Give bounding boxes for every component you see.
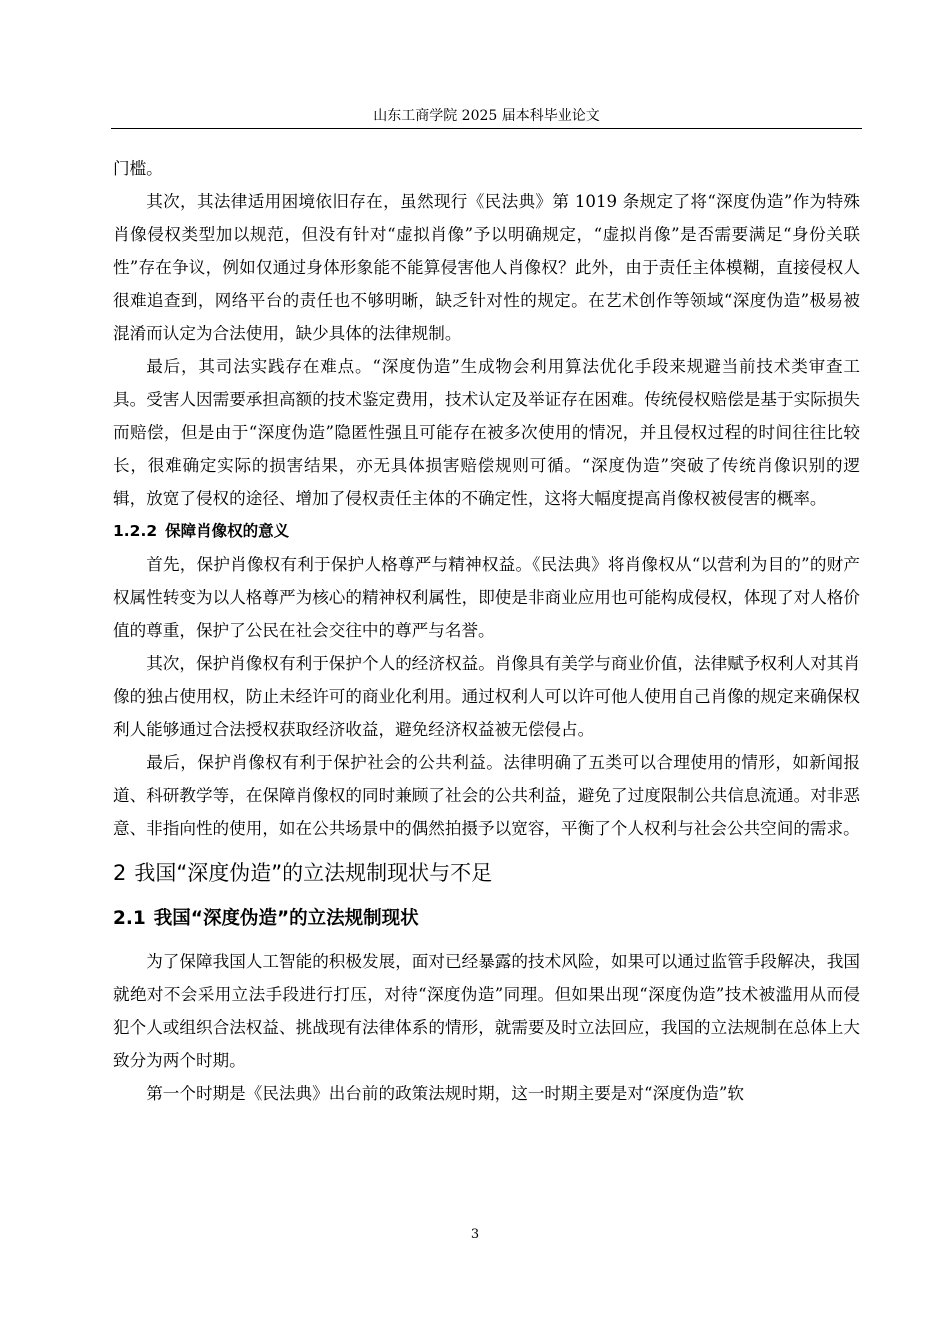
paragraph-first-period: 第一个时期是《民法典》出台前的政策法规时期，这一时期主要是对“深度伪造”软	[146, 1084, 744, 1103]
body-text	[113, 152, 860, 1110]
header-rule	[111, 128, 862, 129]
section-title: 我国“深度伪造”的立法规制现状	[153, 908, 419, 929]
paragraph-public-interest: 最后，保护肖像权有利于保护社会的公共利益。法律明确了五类可以合理使用的情形，如新闻报道、科研教学等，在保障肖像权的同时兼顾了社会的公共利益，避免了过度限制公共信息流通。对非恶意、非指向性的使用，如在公共场景中的偶然拍摄予以宽容，平衡了个人权利与社会公共空间的需求。	[113, 753, 860, 838]
section-number: 2.1	[113, 908, 146, 929]
paragraph-legal-dilemma: 其次，其法律适用困境依旧存在，虽然现行《民法典》第 1019 条规定了将“深度伪造”作为特殊肖像侵权类型加以规范，但没有针对“虚拟肖像”予以明确规定，“虚拟肖像”是否需要满足“身份关联性”存在争议，例如仅通过身体形象能不能算侵害他人肖像权？此外，由于责任主体模糊，直接侵权人很难追查到，网络平台的责任也不够明晰，缺乏针对性的规定。在艺术创作等领域“深度伪造”极易被混淆而认定为合法使用，缺少具体的法律规制。	[113, 192, 860, 343]
section-number: 1.2.2	[113, 522, 158, 540]
running-header: 山东工商学院 2025 届本科毕业论文	[373, 108, 600, 124]
paragraph-dignity: 首先，保护肖像权有利于保护人格尊严与精神权益。《民法典》将肖像权从“以营利为目的”的财产权属性转变为以人格尊严为核心的精神权利属性，即使是非商业应用也可能构成侵权，体现了对人格价值的尊重，保护了公民在社会交往中的尊严与名誉。	[113, 555, 860, 640]
paragraph-legislative-overview: 为了保障我国人工智能的积极发展，面对已经暴露的技术风险，如果可以通过监管手段解决，我国就绝对不会采用立法手段进行打压，对待“深度伪造”同理。但如果出现“深度伪造”技术被滥用从而侵犯个人或组织合法权益、挑战现有法律体系的情形，就需要及时立法回应，我国的立法规制在总体上大致分为两个时期。	[113, 952, 860, 1070]
paragraph-judicial-practice: 最后，其司法实践存在难点。“深度伪造”生成物会利用算法优化手段来规避当前技术类审查工具。受害人因需要承担高额的技术鉴定费用，技术认定及举证存在困难。传统侵权赔偿是基于实际损失而赔偿，但是由于“深度伪造”隐匿性强且可能存在被多次使用的情况，并且侵权过程的时间往往比较长，很难确定实际的损害结果，亦无具体损害赔偿规则可循。“深度伪造”突破了传统肖像识别的逻辑，放宽了侵权的途径、增加了侵权责任主体的不确定性，这将大幅度提高肖像权被侵害的概率。	[113, 357, 860, 508]
chapter-heading-2	[113, 849, 860, 897]
paragraph-economic: 其次，保护肖像权有利于保护个人的经济权益。肖像具有美学与商业价值，法律赋予权利人对其肖像的独占使用权，防止未经许可的商业化利用。通过权利人可以许可他人使用自己肖像的规定来确保权利人能够通过合法授权获取经济收益，避免经济权益被无偿侵占。	[113, 654, 860, 739]
section-heading-2-1	[113, 897, 860, 941]
chapter-number: 2	[113, 861, 127, 885]
page-number: 3	[470, 1227, 480, 1242]
section-heading-1-2-2	[113, 515, 860, 548]
paragraph-continuation: 门槛。	[113, 159, 163, 178]
section-title: 保障肖像权的意义	[165, 522, 290, 540]
chapter-title: 我国“深度伪造”的立法规制现状与不足	[134, 861, 493, 885]
